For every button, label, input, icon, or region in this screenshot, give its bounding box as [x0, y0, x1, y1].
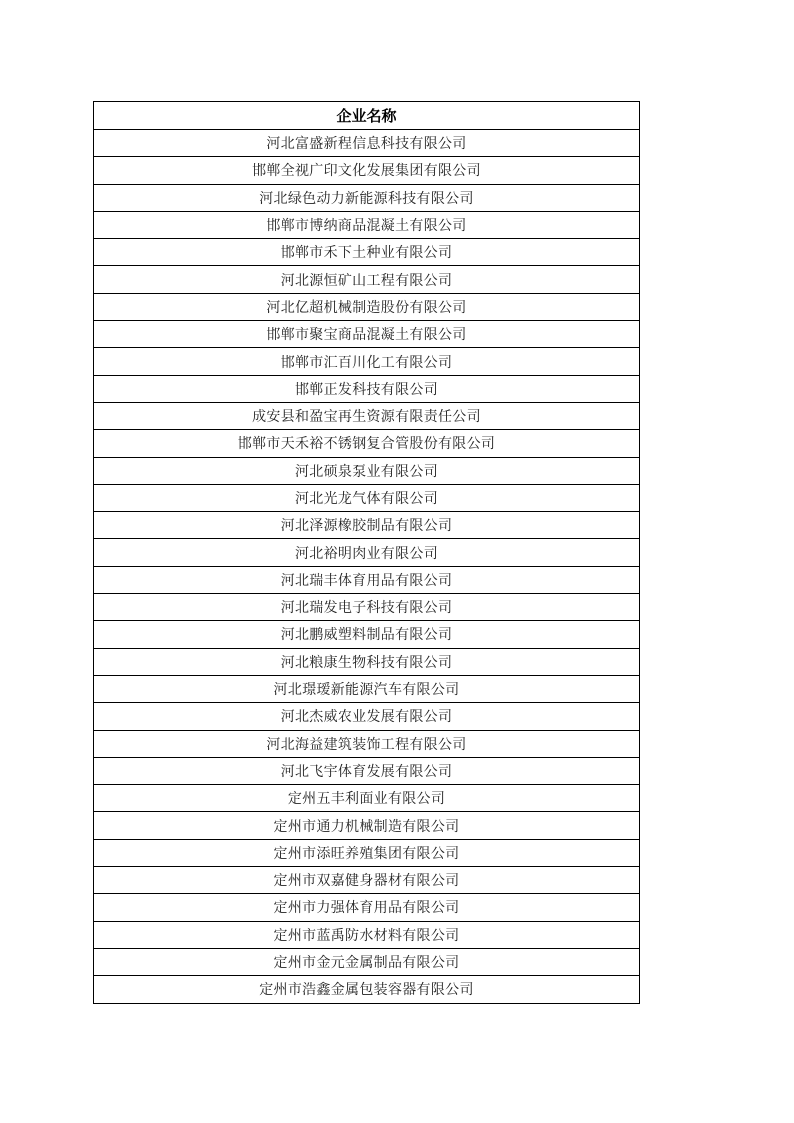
table-row	[94, 402, 640, 429]
table-row	[94, 239, 640, 266]
company-name-cell: 河北瑞丰体育用品有限公司	[94, 566, 640, 593]
table-row	[94, 867, 640, 894]
company-name-cell: 河北富盛新程信息科技有限公司	[94, 130, 640, 157]
table-row	[94, 757, 640, 784]
company-name-cell: 河北瑞发电子科技有限公司	[94, 594, 640, 621]
table-row	[94, 211, 640, 238]
company-name-cell: 定州市添旺养殖集团有限公司	[94, 839, 640, 866]
company-name-cell: 河北杰威农业发展有限公司	[94, 703, 640, 730]
table-row	[94, 812, 640, 839]
table-row	[94, 539, 640, 566]
table-row	[94, 457, 640, 484]
company-name-cell: 邯郸全视广印文化发展集团有限公司	[94, 157, 640, 184]
company-name-cell: 河北泽源橡胶制品有限公司	[94, 512, 640, 539]
company-name-cell: 河北源恒矿山工程有限公司	[94, 266, 640, 293]
company-name-cell: 河北海益建筑装饰工程有限公司	[94, 730, 640, 757]
table-row	[94, 921, 640, 948]
table-row	[94, 157, 640, 184]
company-name-cell: 河北璟瑷新能源汽车有限公司	[94, 675, 640, 702]
table-row	[94, 703, 640, 730]
company-name-cell: 邯郸市博纳商品混凝土有限公司	[94, 211, 640, 238]
table-row	[94, 484, 640, 511]
company-name-cell: 定州市双嘉健身器材有限公司	[94, 867, 640, 894]
table-row	[94, 430, 640, 457]
company-name-cell: 定州市金元金属制品有限公司	[94, 948, 640, 975]
company-name-cell: 定州市蓝禹防水材料有限公司	[94, 921, 640, 948]
table-row	[94, 839, 640, 866]
company-name-cell: 邯郸市禾下土种业有限公司	[94, 239, 640, 266]
table-row	[94, 130, 640, 157]
table-row	[94, 948, 640, 975]
table-row	[94, 266, 640, 293]
company-name-cell: 河北裕明肉业有限公司	[94, 539, 640, 566]
company-name-cell: 河北绿色动力新能源科技有限公司	[94, 184, 640, 211]
company-name-cell: 定州市通力机械制造有限公司	[94, 812, 640, 839]
table-row	[94, 566, 640, 593]
company-name-cell: 河北鹏威塑料制品有限公司	[94, 621, 640, 648]
company-name-cell: 邯郸市汇百川化工有限公司	[94, 348, 640, 375]
company-name-cell: 成安县和盈宝再生资源有限责任公司	[94, 402, 640, 429]
company-name-cell: 定州市力强体育用品有限公司	[94, 894, 640, 921]
table-row	[94, 512, 640, 539]
table-row	[94, 621, 640, 648]
table-row	[94, 648, 640, 675]
table-row	[94, 348, 640, 375]
company-name-cell: 定州市浩鑫金属包装容器有限公司	[94, 976, 640, 1003]
company-name-cell: 定州五丰利面业有限公司	[94, 785, 640, 812]
table-row	[94, 730, 640, 757]
table-row	[94, 321, 640, 348]
company-name-cell: 邯郸市天禾裕不锈钢复合管股份有限公司	[94, 430, 640, 457]
table-row	[94, 375, 640, 402]
table-row	[94, 184, 640, 211]
table-row	[94, 293, 640, 320]
table-row	[94, 785, 640, 812]
company-name-cell: 河北粮康生物科技有限公司	[94, 648, 640, 675]
column-header-company-name: 企业名称	[94, 102, 640, 130]
company-name-cell: 邯郸正发科技有限公司	[94, 375, 640, 402]
table-row	[94, 976, 640, 1003]
company-name-cell: 河北硕泉泵业有限公司	[94, 457, 640, 484]
company-name-table	[93, 101, 640, 1004]
company-name-cell: 河北光龙气体有限公司	[94, 484, 640, 511]
table-row	[94, 594, 640, 621]
table-row	[94, 894, 640, 921]
table-header-row	[94, 102, 640, 130]
table-row	[94, 675, 640, 702]
company-name-cell: 河北飞宇体育发展有限公司	[94, 757, 640, 784]
company-name-cell: 河北亿超机械制造股份有限公司	[94, 293, 640, 320]
company-name-cell: 邯郸市聚宝商品混凝土有限公司	[94, 321, 640, 348]
